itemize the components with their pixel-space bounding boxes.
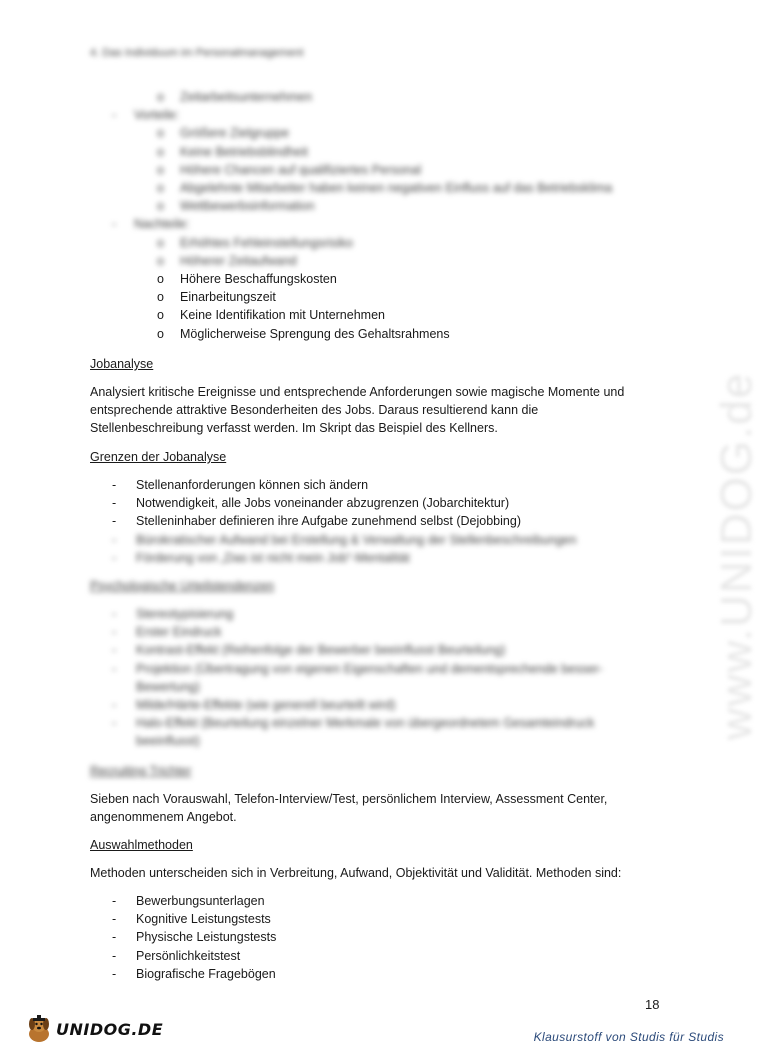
sub-list-item — [112, 288, 612, 306]
auswahl-heading: Auswahlmethoden — [90, 838, 193, 852]
circle-bullet-icon: o — [157, 235, 164, 250]
jobanalyse-paragraph: Analysiert kritische Ereignisse und entsprechende Anforderungen sowie magische Momente und entsprechende attraktive Besonderheiten des Jobs. Daraus resultierend kann die Stellenbeschreibung verfasst werden. Im Skript das Beispiel des Kellners. — [90, 385, 625, 436]
logo-text: UNIDOG.DE — [56, 1019, 164, 1039]
sub-list-item — [112, 161, 612, 179]
circle-bullet-icon: o — [157, 290, 164, 305]
main-list-item — [112, 106, 612, 124]
jobanalyse-heading: Jobanalyse — [90, 357, 154, 371]
list-item: - Stelleninhaber definieren ihre Aufgabe zunehmend selbst (Dejobbing) — [90, 512, 577, 530]
recruiting-paragraph: Sieben nach Vorauswahl, Telefon-Interview/Test, persönlichem Interview, Assessment Center, angenommenem Angebot. — [90, 792, 608, 825]
circle-bullet-icon: o — [157, 253, 164, 268]
list-item: - Halo-Effekt (Beurteilung einzelner Merkmale von übergeordnetem Gesamteindruck — [90, 714, 603, 732]
list-item: - Bürokratischer Aufwand bei Erstellung & Verwaltung der Stellenbeschreibungen — [90, 531, 577, 549]
list-item-text: Keine Identifikation mit Unternehmen — [180, 308, 385, 323]
page-number: 18 — [645, 997, 660, 1012]
circle-bullet-icon: o — [157, 272, 164, 287]
circle-bullet-icon: o — [157, 162, 164, 177]
circle-bullet-icon: o — [157, 308, 164, 323]
sub-list-item — [112, 143, 612, 161]
list-item-text: Wettbewerbsinformation — [180, 199, 315, 214]
list-item-text: Möglicherweise Sprengung des Gehaltsrahmens — [180, 326, 450, 341]
grenzen-list — [90, 476, 577, 567]
list-item-text: Keine Betriebsblindheit — [180, 144, 308, 159]
list-item: - Milde/Härte-Effekte (wie generell beurteilt wird) — [90, 696, 603, 714]
vor-nachteile-list — [112, 88, 612, 343]
footer-logo[interactable] — [24, 1014, 163, 1044]
main-list-item — [112, 215, 612, 233]
sub-list-item — [112, 270, 612, 288]
sub-list-item — [112, 325, 612, 343]
psycho-list — [90, 605, 603, 751]
list-item-text: Abgelehnte Mitarbeiter haben keinen negativen Einfluss auf das Betriebsklima — [180, 181, 613, 196]
circle-bullet-icon: o — [157, 181, 164, 196]
circle-bullet-icon: o — [157, 326, 164, 341]
list-item: - Physische Leistungstests — [90, 928, 276, 946]
list-item: - Notwendigkeit, alle Jobs voneinander abzugrenzen (Jobarchitektur) — [90, 494, 577, 512]
list-item: - Kognitive Leistungstests — [90, 910, 276, 928]
list-item-text: Nachteile: — [134, 217, 190, 232]
auswahl-paragraph: Methoden unterscheiden sich in Verbreitung, Aufwand, Objektivität und Validität. Methoden sind: — [90, 866, 622, 880]
list-item: - Förderung von „Das ist nicht mein Job“-Mentalität — [90, 549, 577, 567]
list-item: - Persönlichkeitstest — [90, 947, 276, 965]
list-item-text: Höherer Zeitaufwand — [180, 253, 297, 268]
list-item-text: Höhere Beschaffungskosten — [180, 272, 337, 287]
dash-bullet-icon: - — [112, 108, 117, 123]
list-item-text: Zeitarbeitsunternehmen — [180, 90, 313, 104]
dog-mascot-icon — [24, 1014, 54, 1044]
circle-bullet-icon: o — [157, 126, 164, 141]
sub-list-item — [112, 306, 612, 324]
section-header: 4. Das Individuum im Personalmanagement — [90, 47, 304, 59]
recruiting-heading: Recruiting Trichter — [90, 764, 192, 778]
sub-list-item — [112, 197, 612, 215]
circle-bullet-icon: o — [157, 144, 164, 159]
list-item-text: Vorteile: — [134, 108, 180, 123]
dash-bullet-icon: - — [112, 217, 117, 232]
list-item: - Projektion (Übertragung von eigenen Eigenschaften und dementsprechende besser- — [90, 660, 603, 678]
list-item: Bewertung) — [136, 679, 200, 694]
list-item: - Stellenanforderungen können sich ändern — [90, 476, 577, 494]
list-item-text: Einarbeitungszeit — [180, 290, 276, 305]
psycho-heading: Psychologische Urteilstendenzen — [90, 579, 275, 593]
sub-list-item — [112, 88, 612, 106]
list-item-text: Höhere Chancen auf qualifiziertes Personal — [180, 162, 422, 177]
list-item: - Bewerbungsunterlagen — [90, 892, 276, 910]
footer-tagline: Klausurstoff von Studis für Studis — [533, 1030, 724, 1044]
watermark: www.UNIDOG.de — [712, 371, 761, 740]
sub-list-item — [112, 179, 612, 197]
sub-list-item — [112, 234, 612, 252]
list-item: - Stereotypisierung — [90, 605, 603, 623]
sub-list-item — [112, 252, 612, 270]
list-item: - Erster Eindruck — [90, 623, 603, 641]
circle-bullet-icon: o — [157, 90, 164, 104]
list-item: beeinflusst) — [136, 734, 200, 749]
sub-list-item — [112, 124, 612, 142]
grenzen-heading: Grenzen der Jobanalyse — [90, 450, 227, 464]
list-item-text: Erhöhtes Fehleinstellungsrisiko — [180, 235, 354, 250]
list-item-text: Größere Zielgruppe — [180, 126, 290, 141]
circle-bullet-icon: o — [157, 199, 164, 214]
list-item: - Kontrast-Effekt (Reihenfolge der Bewerber beeinflusst Beurteilung) — [90, 641, 603, 659]
list-item: - Biografische Fragebögen — [90, 965, 276, 983]
auswahl-list — [90, 892, 276, 983]
